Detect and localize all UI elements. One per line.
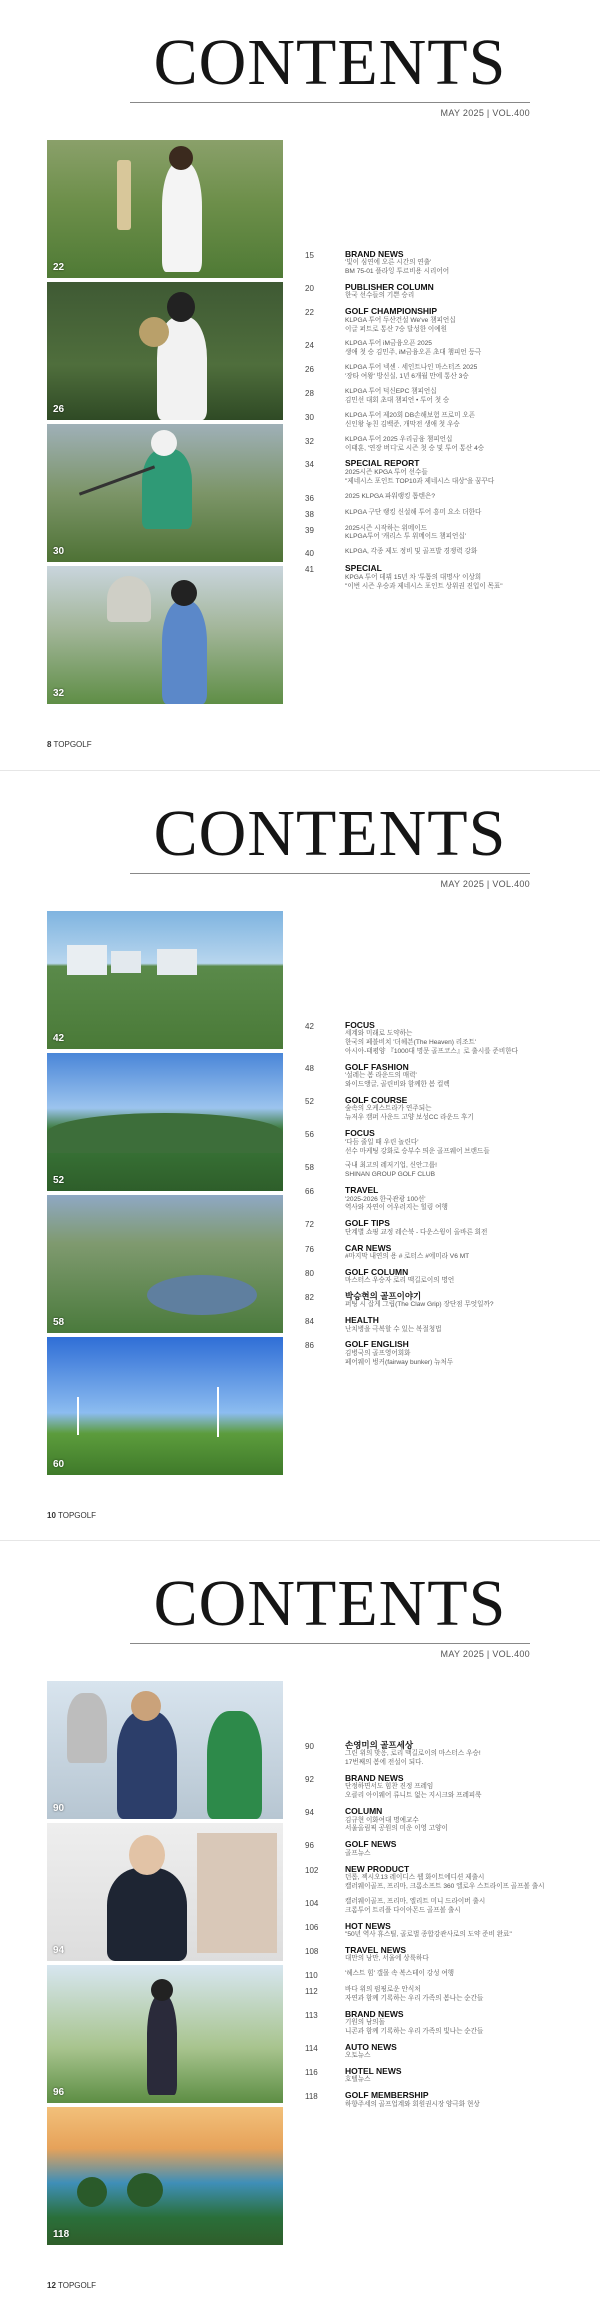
entry-page-number: 92 xyxy=(305,1775,314,1785)
entry-line: 2025 KLPGA 파워랭킹 톱텐은? xyxy=(345,492,436,500)
entry-section: SPECIAL xyxy=(345,563,382,574)
photo-page-number: 96 xyxy=(53,2087,65,2098)
entry-line: KLPGA, 각종 제도 정비 및 골프발 경쟁력 강화 xyxy=(345,548,478,556)
footer-page-number: 10 xyxy=(47,1511,56,1520)
photo-page-number: 30 xyxy=(53,546,65,557)
page-title: CONTENTS xyxy=(153,797,507,870)
entry-section: BRAND NEWS xyxy=(345,1773,404,1784)
entry-page-number: 94 xyxy=(305,1808,314,1818)
entry-line: KLPGA 투어 2025 우리금융 챔피언십 xyxy=(345,435,453,443)
entry-section: HEALTH xyxy=(345,1315,379,1326)
toc-entry[interactable] xyxy=(305,493,580,503)
toc-entry[interactable] xyxy=(305,1970,580,1980)
photo-page-number: 94 xyxy=(53,1945,65,1956)
toc-entry[interactable] xyxy=(305,1292,580,1310)
toc-entry[interactable] xyxy=(305,1840,580,1858)
photo-page-number: 32 xyxy=(53,688,65,699)
entry-page-number: 58 xyxy=(305,1163,314,1173)
entry-line: 퍼팅 시 잡게 그립(The Claw Grip) 장단점 무엇일까? xyxy=(345,1301,494,1309)
entry-page-number: 90 xyxy=(305,1742,314,1751)
entry-page-number: 112 xyxy=(305,1986,318,1996)
toc-entry[interactable] xyxy=(305,1129,580,1156)
entry-page-number: 41 xyxy=(305,565,314,575)
entry-page-number: 110 xyxy=(305,1970,318,1980)
toc-entry[interactable] xyxy=(305,459,580,486)
entry-line: KLPGA 구단 랭킹 신설해 투어 흥미 요소 더한다 xyxy=(345,508,482,516)
entry-line: 하향주세의 골프업계와 회원권시장 양극화 현상 xyxy=(345,2100,480,2108)
toc-entry[interactable] xyxy=(305,1162,580,1180)
entry-section: GOLF TIPS xyxy=(345,1218,390,1229)
entry-section: GOLF COLUMN xyxy=(345,1266,409,1277)
toc-entry[interactable] xyxy=(305,509,580,519)
entry-section: BRAND NEWS xyxy=(345,249,404,259)
entry-line: 신인왕 놓친 김백준, 개막전 생애 첫 우승 xyxy=(345,420,460,428)
entry-line: 기원의 남의돌 xyxy=(345,2019,386,2027)
entry-section: GOLF COURSE xyxy=(345,1095,408,1106)
photo-column xyxy=(47,140,283,708)
entry-line: '헤스트 힘' 갤몰 속 복스테이 강성 여행 xyxy=(345,1969,455,1977)
photo-resort[interactable] xyxy=(47,911,283,1049)
entry-page-number: 116 xyxy=(305,2068,318,2078)
toc-entry[interactable] xyxy=(305,2091,580,2109)
toc-entry[interactable] xyxy=(305,1021,580,1057)
toc-entry[interactable] xyxy=(305,283,580,301)
entry-page-number: 28 xyxy=(305,389,314,399)
entry-page-number: 113 xyxy=(305,2010,318,2020)
footer-brand: TOPGOLF xyxy=(53,740,92,749)
entry-page-number: 82 xyxy=(305,1293,314,1302)
entry-section: FOCUS xyxy=(345,1020,375,1030)
page-footer xyxy=(47,1511,96,1520)
entry-section: PUBLISHER COLUMN xyxy=(345,282,434,293)
entry-line: 세계와 미래로 도약하는 xyxy=(345,1030,413,1038)
entry-section: FOCUS xyxy=(345,1128,375,1139)
entry-page-number: 66 xyxy=(305,1187,314,1197)
toc-entry[interactable] xyxy=(305,1096,580,1123)
entry-section: CAR NEWS xyxy=(345,1242,392,1253)
entry-line: '설레는 봄 라운드의 매력' xyxy=(345,1072,417,1080)
photo-windmills[interactable] xyxy=(47,1337,283,1475)
entry-line: 서울올림픽 공원의 미운 이영 고양이 xyxy=(345,1825,448,1833)
entry-line: 김병국의 골프영어회화 xyxy=(345,1349,411,1357)
entry-line: 이태훈, '연장 버디'로 시즌 첫 승 및 투어 통산 4승 xyxy=(345,444,485,452)
entry-section: BRAND NEWS xyxy=(345,2008,404,2019)
photo-page-number: 90 xyxy=(53,1803,65,1814)
footer-brand: TOPGOLF xyxy=(57,1511,97,1520)
entry-line: BM 75-01 플라잉 투르비용 시리어어 xyxy=(345,268,450,276)
entry-line: 김민선 대회 초대 챔피언 • 투어 첫 승 xyxy=(345,396,450,404)
toc-entry[interactable] xyxy=(305,2043,580,2061)
photo-page-number: 118 xyxy=(53,2229,70,2240)
entry-line: 아시아-태평양 『1000대 명문 골프코스』로 출시를 준비한다 xyxy=(345,1048,518,1056)
toc-entry[interactable] xyxy=(305,1774,580,1801)
entry-section: GOLF NEWS xyxy=(345,1839,397,1850)
photo-page-number: 60 xyxy=(53,1459,65,1470)
toc-entry[interactable] xyxy=(305,1340,580,1367)
toc-entry[interactable] xyxy=(305,1922,580,1940)
title-divider xyxy=(130,1643,530,1644)
toc-entry[interactable] xyxy=(305,1316,580,1334)
entry-page-number: 108 xyxy=(305,1946,319,1956)
toc-entry[interactable] xyxy=(305,1865,580,1892)
entry-line: 난치병을 극복할 수 있는 복절청법 xyxy=(345,1325,442,1333)
entry-line: 17번째의 봄에 전설이 되다. xyxy=(345,1759,424,1767)
title-divider xyxy=(130,873,530,874)
entry-page-number: 30 xyxy=(305,412,314,422)
entry-page-number: 15 xyxy=(305,251,314,260)
entry-page-number: 36 xyxy=(305,493,314,503)
entry-line: 역사와 자연이 어우러지는 힐링 여행 xyxy=(345,1204,448,1212)
toc-list xyxy=(305,250,580,597)
entry-page-number: 76 xyxy=(305,1244,314,1254)
entry-page-number: 22 xyxy=(305,308,314,318)
entry-section: HOTEL NEWS xyxy=(345,2066,402,2077)
entry-line: 바다 위의 펌핑로운 안식처 xyxy=(345,1985,421,1993)
entry-section: GOLF MEMBERSHIP xyxy=(345,2090,429,2101)
entry-line: 크롬투어 트리플 다이아몬드 골프볼 출시 xyxy=(345,1906,461,1914)
toc-entry[interactable] xyxy=(305,1186,580,1213)
entry-page-number: 26 xyxy=(305,365,314,375)
toc-list xyxy=(305,1741,580,2116)
contents-page-1 xyxy=(0,0,600,770)
entry-line: 이글 퍼트로 통산 7승 달성한 이예원 xyxy=(345,325,448,333)
entry-line: 생애 첫 승 김민주, iM금융오픈 초대 챔피언 등극 xyxy=(345,349,482,357)
entry-page-number: 104 xyxy=(305,1898,319,1908)
entry-line: 뉴저우 캠퍼 사운드 고양 보성CC 라운드 후기 xyxy=(345,1114,474,1122)
entry-line: SHINAN GROUP GOLF CLUB xyxy=(345,1171,436,1179)
entry-page-number: 80 xyxy=(305,1268,314,1278)
entry-page-number: 86 xyxy=(305,1341,314,1351)
entry-section: 손영미의 골프세상 xyxy=(345,1740,414,1750)
entry-line: 김규현 이화여대 명예교수 xyxy=(345,1816,419,1824)
entry-section: HOT NEWS xyxy=(345,1920,391,1931)
entry-line: 와이드앵글, 골린비와 함께한 봄 컬렉 xyxy=(345,1081,450,1089)
entry-line: "50년 역사 휴스틸, 골로벌 종합강관사로의 도약 준비 완료" xyxy=(345,1930,512,1938)
page-footer xyxy=(47,2281,96,2290)
toc-list xyxy=(305,1021,580,1374)
title-divider xyxy=(130,102,530,103)
entry-line: KLPGA 투어 두산건설 We've 챔피언십 xyxy=(345,316,456,324)
entry-page-number: 20 xyxy=(305,284,314,294)
toc-entry[interactable] xyxy=(305,1807,580,1834)
entry-line: 단계별 쇼핑 교정 레슨북 - 다운스윙이 올바른 회전 xyxy=(345,1228,488,1236)
entry-line: '빛이 심연에 오른 시간의 연출' xyxy=(345,259,432,267)
photo-seaside-course[interactable] xyxy=(47,2107,283,2245)
photo-professor[interactable] xyxy=(47,1823,283,1961)
entry-page-number: 84 xyxy=(305,1317,314,1327)
page-title: CONTENTS xyxy=(153,1567,507,1640)
toc-entry[interactable] xyxy=(305,250,580,277)
contents-page-2 xyxy=(0,770,600,1540)
entry-page-number: 32 xyxy=(305,436,314,446)
entry-page-number: 56 xyxy=(305,1130,314,1140)
toc-entry[interactable] xyxy=(305,1219,580,1237)
page-title: CONTENTS xyxy=(153,26,507,99)
entry-line: "제네시스 포인트 TOP10과 제네시스 대상"을 꿈꾸다 xyxy=(345,477,495,485)
photo-column xyxy=(47,911,283,1479)
photo-page-number: 58 xyxy=(53,1317,65,1328)
toc-entry[interactable] xyxy=(305,307,580,334)
entry-line: 국내 최고의 레저기업, 신안그룹! xyxy=(345,1162,437,1170)
entry-page-number: 96 xyxy=(305,1841,314,1851)
photo-golfer-swing[interactable] xyxy=(47,424,283,562)
entry-section: GOLF CHAMPIONSHIP xyxy=(345,306,438,317)
contents-page-3 xyxy=(0,1540,600,2310)
entry-line: 던롭, 젝시오13 레이디스 웹 화이트에디션 제출시 xyxy=(345,1873,485,1881)
entry-page-number: 72 xyxy=(305,1220,314,1230)
toc-entry[interactable] xyxy=(305,525,580,543)
entry-section: COLUMN xyxy=(345,1806,383,1817)
entry-line: 캘러웨이골프, 프리마, 크롬소프트 360 엘로우 스트라이프 골프볼 출시 xyxy=(345,1882,545,1890)
entry-section: GOLF FASHION xyxy=(345,1062,409,1073)
entry-line: 그린 위의 맞응, 로리 맥길로이의 마스터스 우승! xyxy=(345,1750,481,1758)
toc-entry[interactable] xyxy=(305,1268,580,1286)
photo-trophy-golfer[interactable] xyxy=(47,140,283,278)
entry-line: 캘러웨이골프, 프리마, 엘리트 미니 드라이버 출시 xyxy=(345,1897,486,1905)
entry-section: NEW PRODUCT xyxy=(345,1863,410,1874)
entry-page-number: 39 xyxy=(305,525,314,535)
entry-page-number: 40 xyxy=(305,549,314,559)
entry-page-number: 38 xyxy=(305,509,314,519)
entry-line: KPGA 투어 데뷔 15년 차 '투톱의 대명사' 이상희 xyxy=(345,573,482,581)
toc-entry[interactable] xyxy=(305,412,580,430)
entry-line: 대만의 낭만, 서울에 상륙하다 xyxy=(345,1955,429,1963)
entry-line: 호텔뉴스 xyxy=(345,2076,371,2084)
entry-line: KLPGA 투어 iM금융오픈 2025 xyxy=(345,340,432,348)
entry-line: 니콘과 함께 기록하는 우리 가족의 빛나는 순간들 xyxy=(345,2028,484,2035)
entry-line: '장타 여왕' 방신실, 1년 6개월 만에 통산 3승 xyxy=(345,373,469,381)
toc-entry[interactable] xyxy=(305,388,580,406)
entry-line: '다듬 줄일 때 우린 놀린다' xyxy=(345,1138,419,1146)
entry-page-number: 106 xyxy=(305,1922,319,1932)
photo-masters-champion[interactable] xyxy=(47,1681,283,1819)
toc-entry[interactable] xyxy=(305,548,580,558)
entry-page-number: 118 xyxy=(305,2092,318,2102)
entry-line: KLPGA 투어 제20회 DB손해보험 프로미 오픈 xyxy=(345,411,476,419)
entry-page-number: 48 xyxy=(305,1064,314,1074)
photo-lake-course[interactable] xyxy=(47,1195,283,1333)
photo-page-number: 52 xyxy=(53,1175,65,1186)
issue-line: MAY 2025 | VOL.400 xyxy=(440,1649,530,1659)
toc-entry[interactable] xyxy=(305,1244,580,1262)
entry-page-number: 52 xyxy=(305,1097,314,1107)
photo-golfer-trophy-2[interactable] xyxy=(47,282,283,420)
entry-line: 숲속의 오케스트라가 연주되는 xyxy=(345,1105,432,1113)
entry-line: 오클리 아이웨어 류니트 없는 지시크와 프레피룩 xyxy=(345,1792,482,1800)
entry-section: 박승현의 골프이야기 xyxy=(345,1291,422,1301)
entry-line: 2025시즌 시작하는 위메이드 xyxy=(345,524,428,532)
entry-section: TRAVEL NEWS xyxy=(345,1944,407,1955)
masthead xyxy=(130,1567,530,1659)
entry-line: KLPGA 투어 넥센 · 세인트나인 마스터즈 2025 xyxy=(345,364,478,372)
entry-line: 자연과 함께 기록하는 우리 가족의 봄나는 순간들 xyxy=(345,1994,484,2002)
entry-section: AUTO NEWS xyxy=(345,2041,397,2052)
entry-page-number: 24 xyxy=(305,341,314,351)
photo-column xyxy=(47,1681,283,2249)
entry-section: SPECIAL REPORT xyxy=(345,458,420,469)
entry-line: 한국의 페블비치 '더헤븐(The Heaven) 리조트' xyxy=(345,1039,477,1047)
entry-line: 한국 선수들의 기쁜 승리 xyxy=(345,292,415,300)
entry-line: #마지막 내연의 용 # 로터스 #에미라 V6 MT xyxy=(345,1252,470,1260)
photo-page-number: 42 xyxy=(53,1033,65,1044)
entry-line: KLPGA 투어 덕신EPC 챔피언십 xyxy=(345,388,437,396)
entry-page-number: 42 xyxy=(305,1022,314,1031)
entry-line: 골프뉴스 xyxy=(345,1849,371,1857)
photo-page-number: 22 xyxy=(53,262,65,273)
footer-brand: TOPGOLF xyxy=(57,2281,97,2290)
photo-page-number: 26 xyxy=(53,404,65,415)
entry-line: 2025시즌 KPGA 투어 선수들 xyxy=(345,468,428,476)
page-footer xyxy=(47,740,92,749)
toc-entry[interactable] xyxy=(305,364,580,382)
toc-entry[interactable] xyxy=(305,436,580,454)
entry-line: 선수 마케팅 강화로 승부수 띄운 골프웨어 브랜드들 xyxy=(345,1147,490,1155)
entry-line: 오토뉴스 xyxy=(345,2052,371,2060)
masthead xyxy=(130,797,530,889)
photo-man-trophy[interactable] xyxy=(47,566,283,704)
entry-page-number: 114 xyxy=(305,2043,318,2053)
entry-section: TRAVEL xyxy=(345,1185,379,1196)
entry-line: 단정하면서도 힘찬 진정 프레임 xyxy=(345,1783,434,1791)
masthead xyxy=(130,26,530,118)
photo-golfer-finish[interactable] xyxy=(47,1965,283,2103)
entry-line: "이번 시즌 우승과 제네시스 포인트 상위권 진입이 목표" xyxy=(345,582,503,590)
issue-line: MAY 2025 | VOL.400 xyxy=(440,879,530,889)
toc-entry[interactable] xyxy=(305,340,580,358)
toc-entry[interactable] xyxy=(305,1063,580,1090)
toc-entry[interactable] xyxy=(305,2067,580,2085)
footer-page-number: 8 xyxy=(47,740,52,749)
entry-line: '2025-2026 한국관광 100선' xyxy=(345,1195,426,1203)
toc-entry[interactable] xyxy=(305,2010,580,2037)
photo-golf-course[interactable] xyxy=(47,1053,283,1191)
toc-entry[interactable] xyxy=(305,1741,580,1768)
entry-page-number: 34 xyxy=(305,460,314,470)
toc-entry[interactable] xyxy=(305,1898,580,1916)
entry-section: GOLF ENGLISH xyxy=(345,1339,409,1350)
entry-line: 페어웨이 벙커(fairway bunker) 뉴처두 xyxy=(345,1358,454,1366)
toc-entry[interactable] xyxy=(305,1946,580,1964)
entry-page-number: 102 xyxy=(305,1865,319,1875)
entry-line: KLPGA투어 '캐리스 투 위메이드 챔피언십' xyxy=(345,533,467,541)
footer-page-number: 12 xyxy=(47,2281,56,2290)
toc-entry[interactable] xyxy=(305,564,580,591)
entry-line: 마스터스 우승자 로리 맥길로이의 명언 xyxy=(345,1277,455,1285)
issue-line: MAY 2025 | VOL.400 xyxy=(440,108,530,118)
toc-entry[interactable] xyxy=(305,1986,580,2004)
